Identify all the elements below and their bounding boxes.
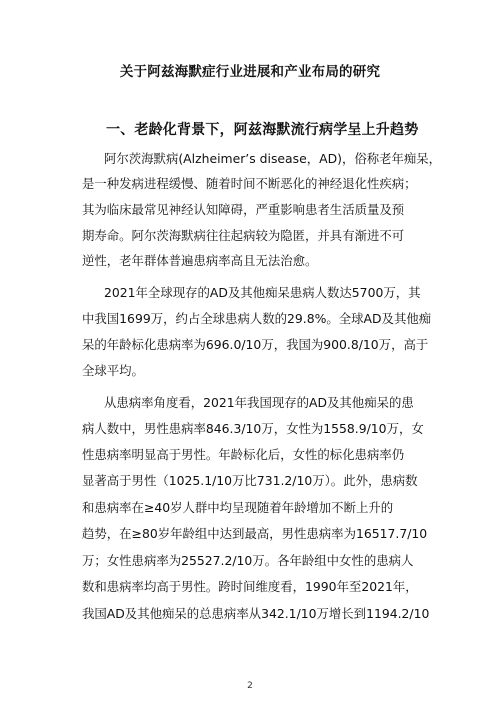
paragraph-line: 2021年全球现存的AD及其他痴呆患病人数达5700万，其 — [104, 285, 421, 300]
section-heading: 一、老龄化背景下，阿兹海默流行病学呈上升趋势 — [106, 122, 419, 138]
paragraph-line: 数和患病率均高于男性。跨时间维度看，1990年至2021年， — [82, 579, 418, 594]
paragraph-line: 呆的年龄标化患病率为696.0/10万，我国为900.8/10万，高于 — [82, 337, 429, 352]
document-title: 关于阿兹海默症行业进展和产业布局的研究 — [119, 64, 381, 80]
page-number: 2 — [247, 681, 253, 691]
paragraph-line: 我国AD及其他痴呆的总患病率从342.1/10万增长到1194.2/10 — [82, 606, 430, 621]
paragraph-line: 万；女性患病率为25527.2/10万。各年龄组中女性的患病人 — [82, 553, 414, 568]
paragraph-line: 阿尔茨海默病(Alzheimer’s disease，AD)，俗称老年痴呆， — [104, 151, 442, 166]
paragraph-line: 和患病率在≥40岁人群中均呈现随着年龄增加不断上升的 — [82, 500, 394, 515]
paragraph-line: 逆性，老年群体普遍患病率高且无法治愈。 — [82, 253, 318, 268]
paragraph-line: 趋势，在≥80岁年龄组中达到最高，男性患病率为16517.7/10 — [82, 526, 428, 541]
paragraph-line: 性患病率明显高于男性。年龄标化后，女性的标化患病率仍 — [82, 447, 405, 462]
paragraph-line: 从患病率角度看，2021年我国现存的AD及其他痴呆的患 — [104, 395, 414, 410]
paragraph-line: 中我国1699万，约占全球患病人数的29.8%。全球AD及其他痴 — [82, 311, 432, 326]
paragraph-line: 全球平均。 — [82, 363, 144, 378]
paragraph-line: 显著高于男性（1025.1/10万比731.2/10万）。此外，患病数 — [82, 473, 418, 488]
paragraph-line: 期寿命。阿尔茨海默病往往起病较为隐匿，并具有渐进不可 — [82, 228, 405, 243]
paragraph-line: 病人数中，男性患病率846.3/10万，女性为1558.9/10万，女 — [82, 421, 424, 436]
paragraph-line: 其为临床最常见神经认知障碍，严重影响患者生活质量及预 — [82, 202, 405, 217]
paragraph-line: 是一种发病进程缓慢、随着时间不断恶化的神经退化性疾病； — [82, 176, 417, 191]
